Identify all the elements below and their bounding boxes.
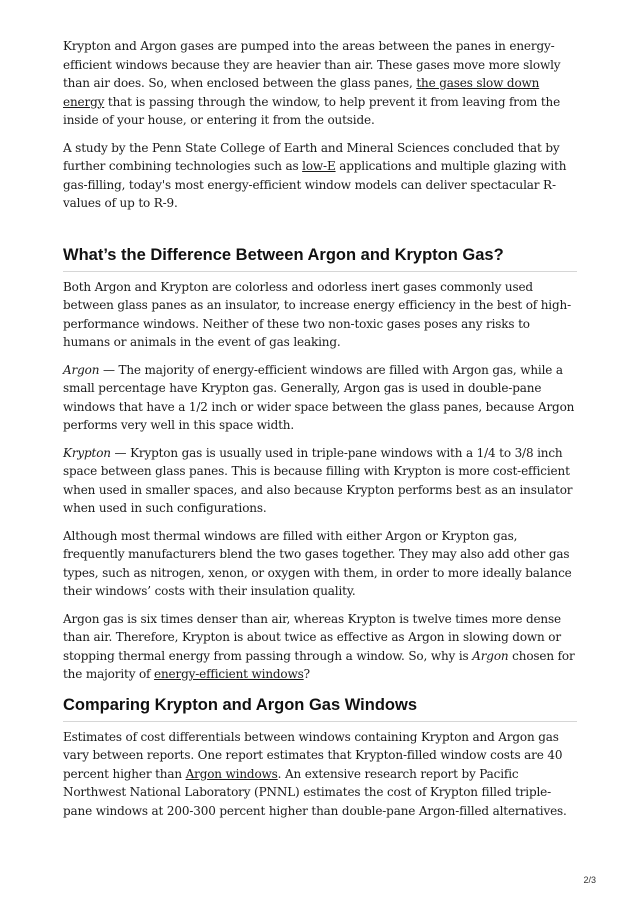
comparing-heading: Comparing Krypton and Argon Gas Windows <box>63 695 417 714</box>
energy-efficient-windows-link[interactable]: energy-efficient windows <box>154 667 304 681</box>
article-body <box>63 37 577 829</box>
density-paragraph: Argon gas is six times denser than air, whereas Krypton is twelve times more dense than air. Therefore, Krypton is about twice as effective as Argon in slowing down or stopping thermal energy from passing through a window. So, why is Argon chosen for the majority of energy-efficient windows? <box>63 611 575 681</box>
comparing-heading-block <box>63 694 577 722</box>
gases-slow-down-energy-link[interactable]: the gases slow down energy <box>63 76 540 109</box>
krypton-paragraph: Krypton — Krypton gas is usually used in triple-pane windows with a 1/4 to 3/8 inch space between glass panes. This is because filling with Krypton is more cost-efficient when used in smaller spaces, and also because Krypton performs best as an insulator when used in such configurations. <box>63 445 573 515</box>
cost-paragraph: Estimates of cost differentials between windows containing Krypton and Argon gas vary between reports. One report estimates that Krypton-filled window costs are 40 percent higher than Argon windows. An extensive research report by Pacific Northwest National Laboratory (PNNL) estimates the cost of Krypton filled triple-pane windows at 200-300 percent higher than double-pane Argon-filled alternatives. <box>63 729 567 818</box>
difference-heading-block <box>63 244 577 272</box>
intro-paragraph-1: Krypton and Argon gases are pumped into the areas between the panes in energy-efficient windows because they are heavier than air. These gases move more slowly than air does. So, when enclosed between the glass panes, the gases slow down energy that is passing through the window, to help prevent it from leaving from the inside of your house, or entering it from the outside. <box>63 39 561 127</box>
difference-heading: What’s the Difference Between Argon and Krypton Gas? <box>63 245 504 264</box>
krypton-term: Krypton <box>63 445 111 460</box>
low-e-link[interactable]: low-E <box>302 159 336 173</box>
argon-paragraph: Argon — The majority of energy-efficient windows are filled with Argon gas, while a small percentage have Krypton gas. Generally, Argon gas is used in double-pane windows that have a 1/2 inch or wider space between the glass panes, because Argon performs very well in this space width. <box>63 362 575 432</box>
page-number: 2/3 <box>583 875 596 885</box>
argon-term: Argon <box>63 362 100 377</box>
intro-paragraph-2: A study by the Penn State College of Earth and Mineral Sciences concluded that by further combining technologies such as low-E applications and multiple glazing with gas-filling, today's most energy-efficient window models can deliver spectacular R-values of up to R-9. <box>63 140 567 210</box>
blend-paragraph: Although most thermal windows are filled with either Argon or Krypton gas, frequently manufacturers blend the two gases together. They may also add other gas types, such as nitrogen, xenon, or oxygen with them, in order to more ideally balance their windows’ costs with their insulation quality. <box>63 528 572 598</box>
difference-paragraph-1: Both Argon and Krypton are colorless and odorless inert gases commonly used between glass panes as an insulator, to increase energy efficiency in the best of high-performance windows. Neither of these two non-toxic gases poses any risks to humans or animals in the event of gas leaking. <box>63 279 572 349</box>
argon-windows-link[interactable]: Argon windows <box>185 766 278 781</box>
